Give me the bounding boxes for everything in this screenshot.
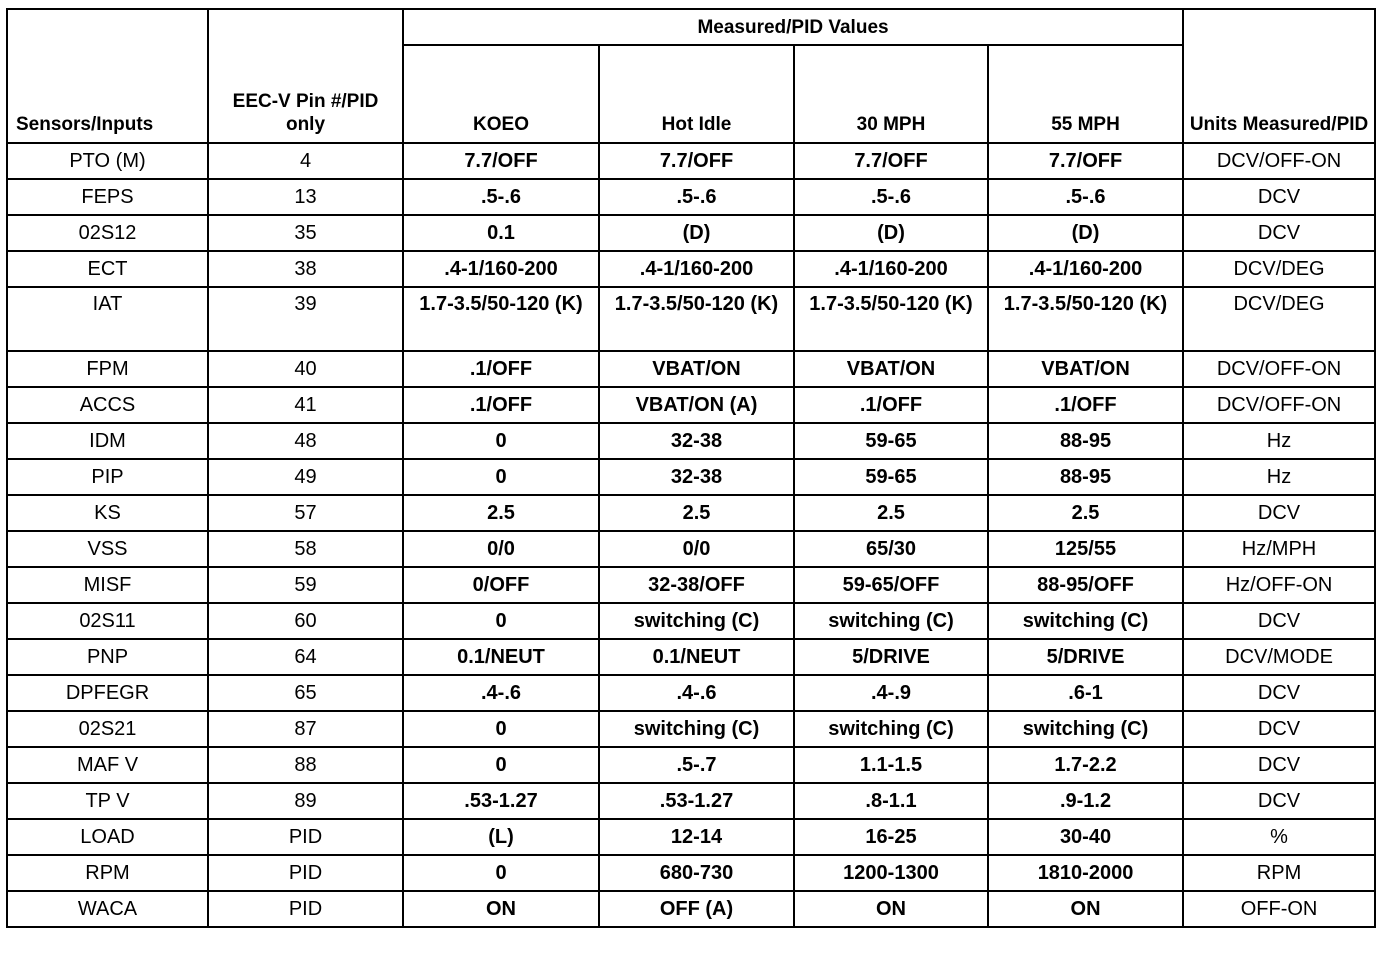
pin-cell: 13 [208,179,403,215]
hot-idle-cell: switching (C) [599,711,794,747]
table-row [7,495,1375,531]
header-hot-idle: Hot Idle [599,45,794,143]
pin-cell: 88 [208,747,403,783]
hot-idle-cell: .5-.6 [599,179,794,215]
header-measured-group: Measured/PID Values [403,9,1183,45]
koeo-cell: 0 [403,423,599,459]
hot-idle-cell: 2.5 [599,495,794,531]
table-row [7,567,1375,603]
units-cell: DCV [1183,711,1375,747]
sensor-cell: FPM [7,351,208,387]
table-row [7,711,1375,747]
hot-idle-cell: 32-38 [599,423,794,459]
55mph-cell: 7.7/OFF [988,143,1183,179]
koeo-cell: 2.5 [403,495,599,531]
table-row [7,675,1375,711]
sensor-cell: 02S21 [7,711,208,747]
55mph-cell: 5/DRIVE [988,639,1183,675]
sensor-cell: ACCS [7,387,208,423]
hot-idle-cell: VBAT/ON (A) [599,387,794,423]
pin-cell: 41 [208,387,403,423]
hot-idle-cell: 1.7-3.5/50-120 (K) [599,287,794,351]
table-row [7,387,1375,423]
hot-idle-cell: switching (C) [599,603,794,639]
55mph-cell: 1.7-2.2 [988,747,1183,783]
header-row-top [7,9,1375,45]
table-row [7,423,1375,459]
30mph-cell: ON [794,891,988,927]
units-cell: DCV [1183,783,1375,819]
koeo-cell: 1.7-3.5/50-120 (K) [403,287,599,351]
sensor-cell: FEPS [7,179,208,215]
pin-cell: 87 [208,711,403,747]
30mph-cell: .4-.9 [794,675,988,711]
units-cell: OFF-ON [1183,891,1375,927]
hot-idle-cell: 32-38 [599,459,794,495]
pin-cell: PID [208,891,403,927]
koeo-cell: 0 [403,459,599,495]
30mph-cell: 1200-1300 [794,855,988,891]
units-cell: DCV [1183,215,1375,251]
30mph-cell: 2.5 [794,495,988,531]
55mph-cell: .6-1 [988,675,1183,711]
koeo-cell: 0.1 [403,215,599,251]
units-cell: Hz [1183,423,1375,459]
header-30mph: 30 MPH [794,45,988,143]
sensor-cell: IAT [7,287,208,351]
table-row [7,783,1375,819]
koeo-cell: .4-.6 [403,675,599,711]
units-cell: % [1183,819,1375,855]
pin-cell: 49 [208,459,403,495]
table-row [7,603,1375,639]
pin-cell: 38 [208,251,403,287]
pin-cell: 89 [208,783,403,819]
units-cell: DCV/OFF-ON [1183,351,1375,387]
55mph-cell: 88-95 [988,423,1183,459]
pin-cell: 48 [208,423,403,459]
units-cell: DCV [1183,603,1375,639]
30mph-cell: 7.7/OFF [794,143,988,179]
30mph-cell: switching (C) [794,711,988,747]
55mph-cell: 1.7-3.5/50-120 (K) [988,287,1183,351]
30mph-cell: .8-1.1 [794,783,988,819]
units-cell: DCV [1183,179,1375,215]
30mph-cell: 5/DRIVE [794,639,988,675]
pin-cell: 58 [208,531,403,567]
table-row [7,287,1375,351]
pid-values-table [6,8,1376,928]
table-row [7,855,1375,891]
units-cell: Hz/MPH [1183,531,1375,567]
koeo-cell: 0.1/NEUT [403,639,599,675]
sensor-cell: IDM [7,423,208,459]
header-units: Units Measured/PID [1183,9,1375,143]
units-cell: DCV [1183,495,1375,531]
table-row [7,215,1375,251]
header-55mph: 55 MPH [988,45,1183,143]
pin-cell: 65 [208,675,403,711]
55mph-cell: .1/OFF [988,387,1183,423]
55mph-cell: .5-.6 [988,179,1183,215]
hot-idle-cell: .5-.7 [599,747,794,783]
30mph-cell: 16-25 [794,819,988,855]
pin-cell: 64 [208,639,403,675]
koeo-cell: (L) [403,819,599,855]
koeo-cell: .1/OFF [403,387,599,423]
koeo-cell: 0 [403,603,599,639]
hot-idle-cell: .4-1/160-200 [599,251,794,287]
units-cell: DCV/DEG [1183,251,1375,287]
sensor-cell: PNP [7,639,208,675]
sensor-cell: DPFEGR [7,675,208,711]
table-row [7,143,1375,179]
30mph-cell: .5-.6 [794,179,988,215]
pin-cell: 40 [208,351,403,387]
sensor-cell: MAF V [7,747,208,783]
units-cell: Hz [1183,459,1375,495]
30mph-cell: switching (C) [794,603,988,639]
sensor-cell: PTO (M) [7,143,208,179]
30mph-cell: VBAT/ON [794,351,988,387]
sensor-cell: KS [7,495,208,531]
table-row [7,459,1375,495]
55mph-cell: VBAT/ON [988,351,1183,387]
30mph-cell: .4-1/160-200 [794,251,988,287]
30mph-cell: 59-65/OFF [794,567,988,603]
koeo-cell: ON [403,891,599,927]
pin-cell: 60 [208,603,403,639]
30mph-cell: (D) [794,215,988,251]
hot-idle-cell: 0.1/NEUT [599,639,794,675]
30mph-cell: 65/30 [794,531,988,567]
55mph-cell: ON [988,891,1183,927]
header-koeo: KOEO [403,45,599,143]
koeo-cell: .53-1.27 [403,783,599,819]
koeo-cell: .5-.6 [403,179,599,215]
pin-cell: 39 [208,287,403,351]
hot-idle-cell: 680-730 [599,855,794,891]
table-body [7,143,1375,927]
units-cell: RPM [1183,855,1375,891]
table-row [7,531,1375,567]
30mph-cell: .1/OFF [794,387,988,423]
55mph-cell: .4-1/160-200 [988,251,1183,287]
units-cell: DCV [1183,747,1375,783]
pin-cell: PID [208,819,403,855]
hot-idle-cell: .53-1.27 [599,783,794,819]
hot-idle-cell: VBAT/ON [599,351,794,387]
units-cell: Hz/OFF-ON [1183,567,1375,603]
hot-idle-cell: .4-.6 [599,675,794,711]
table-row [7,251,1375,287]
units-cell: DCV [1183,675,1375,711]
hot-idle-cell: OFF (A) [599,891,794,927]
koeo-cell: 0/OFF [403,567,599,603]
koeo-cell: 0/0 [403,531,599,567]
sensor-cell: MISF [7,567,208,603]
55mph-cell: 1810-2000 [988,855,1183,891]
table-row [7,639,1375,675]
pin-cell: 35 [208,215,403,251]
koeo-cell: 0 [403,747,599,783]
units-cell: DCV/OFF-ON [1183,143,1375,179]
55mph-cell: 125/55 [988,531,1183,567]
55mph-cell: switching (C) [988,603,1183,639]
55mph-cell: 30-40 [988,819,1183,855]
sensor-cell: PIP [7,459,208,495]
units-cell: DCV/OFF-ON [1183,387,1375,423]
sensor-cell: 02S12 [7,215,208,251]
30mph-cell: 1.1-1.5 [794,747,988,783]
sensor-cell: RPM [7,855,208,891]
table-row [7,179,1375,215]
header-pin: EEC-V Pin #/PID only [208,9,403,143]
header-sensors: Sensors/Inputs [7,9,208,143]
55mph-cell: 2.5 [988,495,1183,531]
55mph-cell: switching (C) [988,711,1183,747]
koeo-cell: 0 [403,711,599,747]
hot-idle-cell: 32-38/OFF [599,567,794,603]
koeo-cell: 0 [403,855,599,891]
sensor-cell: LOAD [7,819,208,855]
table-row [7,747,1375,783]
units-cell: DCV/DEG [1183,287,1375,351]
pin-cell: PID [208,855,403,891]
55mph-cell: 88-95/OFF [988,567,1183,603]
hot-idle-cell: 12-14 [599,819,794,855]
table-row [7,819,1375,855]
sensor-cell: TP V [7,783,208,819]
sensor-cell: VSS [7,531,208,567]
pin-cell: 4 [208,143,403,179]
koeo-cell: .1/OFF [403,351,599,387]
pin-cell: 59 [208,567,403,603]
30mph-cell: 59-65 [794,423,988,459]
55mph-cell: .9-1.2 [988,783,1183,819]
koeo-cell: 7.7/OFF [403,143,599,179]
table-row [7,351,1375,387]
hot-idle-cell: 0/0 [599,531,794,567]
sensor-cell: 02S11 [7,603,208,639]
30mph-cell: 59-65 [794,459,988,495]
30mph-cell: 1.7-3.5/50-120 (K) [794,287,988,351]
table-row [7,891,1375,927]
units-cell: DCV/MODE [1183,639,1375,675]
pin-cell: 57 [208,495,403,531]
koeo-cell: .4-1/160-200 [403,251,599,287]
55mph-cell: 88-95 [988,459,1183,495]
hot-idle-cell: 7.7/OFF [599,143,794,179]
hot-idle-cell: (D) [599,215,794,251]
sensor-cell: ECT [7,251,208,287]
sensor-cell: WACA [7,891,208,927]
55mph-cell: (D) [988,215,1183,251]
